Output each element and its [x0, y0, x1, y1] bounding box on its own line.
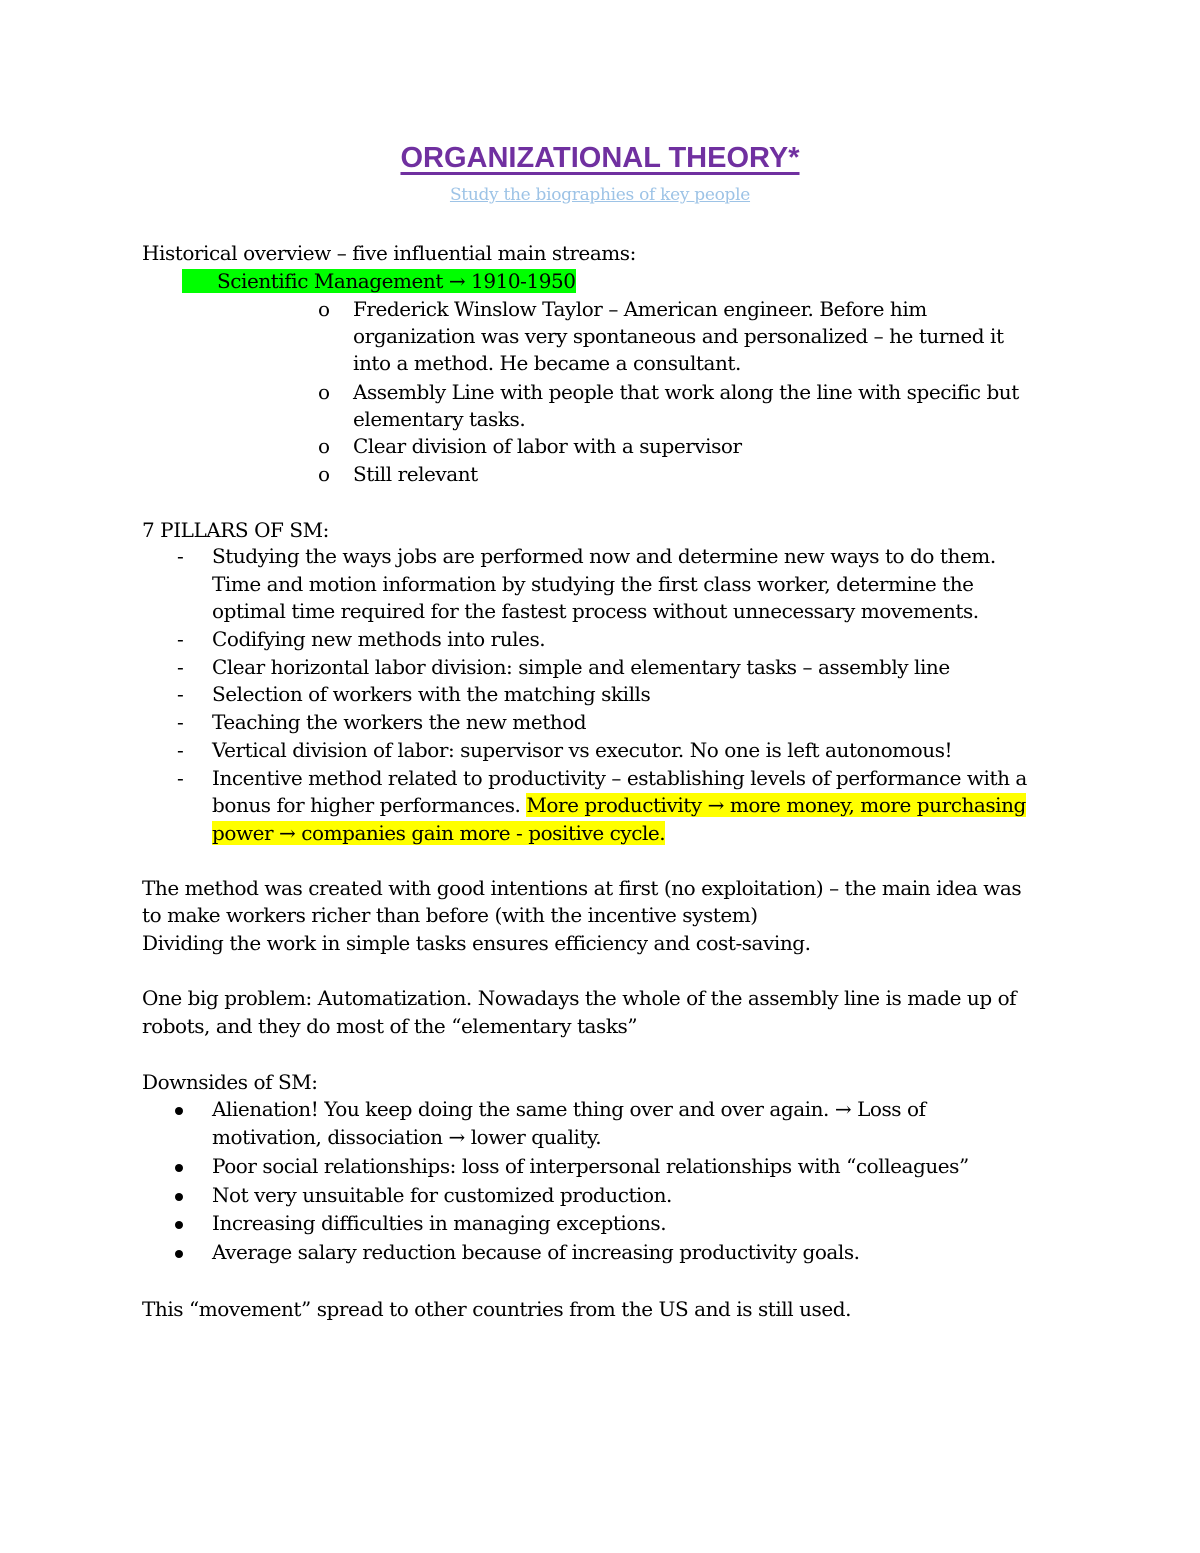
bullet-icon	[175, 1107, 183, 1115]
subtitle-text: Study the biographies of key people	[449, 185, 751, 205]
list-item: optimal time required for the fastest process without unnecessary movements.	[212, 599, 979, 623]
intro-line: Historical overview – five influential main streams:	[142, 241, 636, 265]
list-item: Assembly Line with people that work along the line with specific but	[353, 380, 1019, 404]
list-item: elementary tasks.	[353, 407, 526, 431]
dash-marker: -	[177, 655, 184, 679]
list-item: Selection of workers with the matching skills	[212, 682, 651, 706]
list-item: Clear division of labor with a supervisor	[353, 434, 742, 458]
stream-item-1	[182, 268, 576, 295]
dash-marker: -	[177, 738, 184, 762]
paragraph-line: One big problem: Automatization. Nowadays the whole of the assembly line is made up of	[142, 986, 1017, 1010]
sub-bullet-marker: o	[318, 297, 330, 321]
stream-item-label: Scientific Management → 1910-1950	[182, 269, 576, 293]
dash-marker: -	[177, 766, 184, 790]
dash-marker: -	[177, 544, 184, 568]
list-item-text: bonus for higher performances.	[212, 793, 527, 817]
list-item: motivation, dissociation → lower quality.	[212, 1125, 602, 1149]
list-item: Average salary reduction because of increasing productivity goals.	[212, 1240, 860, 1264]
dash-marker: -	[177, 627, 184, 651]
list-item: into a method. He became a consultant.	[353, 351, 741, 375]
list-item: Alienation! You keep doing the same thing over and over again. → Loss of	[212, 1097, 926, 1121]
list-item: Studying the ways jobs are performed now and determine new ways to do them.	[212, 544, 996, 568]
sub-bullet-marker: o	[318, 462, 330, 486]
paragraph-line: to make workers richer than before (with the incentive system)	[142, 903, 758, 927]
list-item	[212, 820, 665, 847]
highlighted-text: More productivity → more money, more purchasing	[526, 793, 1026, 817]
list-item: Clear horizontal labor division: simple and elementary tasks – assembly line	[212, 655, 950, 679]
paragraph-line: robots, and they do most of the “elementary tasks”	[142, 1014, 638, 1038]
list-item: Poor social relationships: loss of interpersonal relationships with “colleagues”	[212, 1154, 969, 1178]
dash-marker: -	[177, 682, 184, 706]
list-item: Increasing difficulties in managing exceptions.	[212, 1211, 667, 1235]
sub-bullet-marker: o	[318, 380, 330, 404]
list-item: Frederick Winslow Taylor – American engineer. Before him	[353, 297, 927, 321]
bullet-icon	[175, 1250, 183, 1258]
list-item: Incentive method related to productivity – establishing levels of performance with a	[212, 766, 1027, 790]
document-title	[0, 142, 1200, 175]
highlighted-text: power → companies gain more - positive cycle.	[212, 821, 666, 845]
list-item	[212, 792, 1026, 819]
paragraph-line: The method was created with good intentions at first (no exploitation) – the main idea was	[142, 876, 1022, 900]
paragraph-line: Dividing the work in simple tasks ensures efficiency and cost-saving.	[142, 931, 811, 955]
list-item: organization was very spontaneous and personalized – he turned it	[353, 324, 1004, 348]
sub-bullet-marker: o	[318, 434, 330, 458]
list-item: Vertical division of labor: supervisor vs executor. No one is left autonomous!	[212, 738, 953, 762]
dash-marker: -	[177, 710, 184, 734]
pillars-heading: 7 PILLARS OF SM:	[142, 518, 329, 542]
list-item: Still relevant	[353, 462, 478, 486]
bullet-icon	[175, 1164, 183, 1172]
list-item: Not very unsuitable for customized production.	[212, 1183, 672, 1207]
list-item: Time and motion information by studying the first class worker, determine the	[212, 572, 974, 596]
bullet-icon	[175, 1221, 183, 1229]
downsides-heading: Downsides of SM:	[142, 1070, 318, 1094]
bullet-icon	[175, 1193, 183, 1201]
title-text: ORGANIZATIONAL THEORY*	[400, 142, 800, 174]
list-item: Codifying new methods into rules.	[212, 627, 546, 651]
closing-line: This “movement” spread to other countries from the US and is still used.	[142, 1297, 851, 1321]
list-item: Teaching the workers the new method	[212, 710, 587, 734]
document-subtitle	[0, 181, 1200, 205]
